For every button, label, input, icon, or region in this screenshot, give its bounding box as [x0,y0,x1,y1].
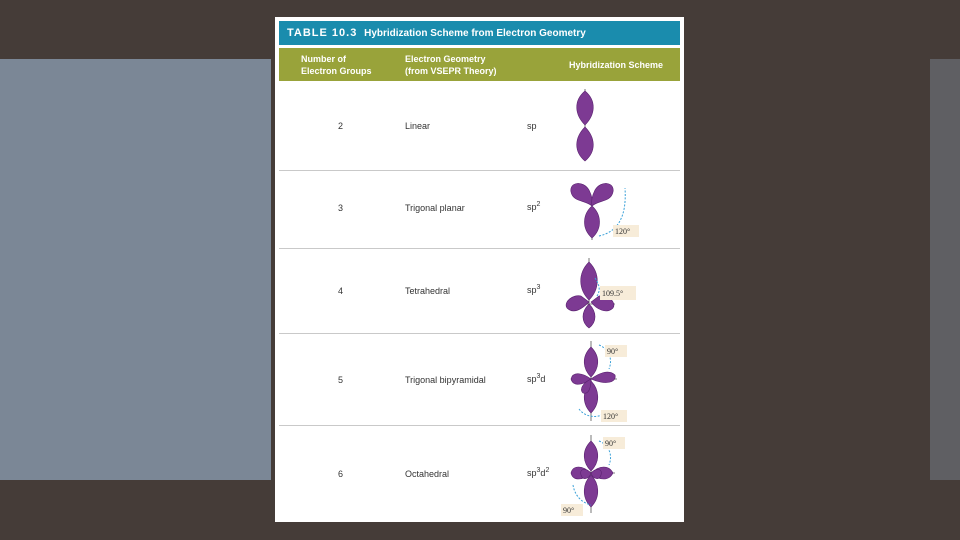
angle-label: 120° [603,412,619,421]
table-header [279,48,680,81]
geometry-cell: Trigonal bipyramidal [405,375,486,385]
hybridization-cell: $sp^3d$ [527,373,546,384]
hybridization-cell: $sp^3$ [527,284,541,295]
right-side-panel [930,59,960,480]
header-electron-geometry: Electron Geometry (from VSEPR Theory) [405,54,497,76]
angle-label: 90° [605,439,617,448]
orbital-lobe [577,91,594,125]
electron-groups-cell: 6 [338,469,344,479]
sp3d2-orbital-diagram [563,425,669,518]
orbital-lobe [584,441,598,471]
geometry-cell: Linear [405,121,431,131]
table-row [279,81,680,171]
orbital-lobe [577,127,594,161]
header-electron-groups: Number of Electron Groups [301,54,372,76]
sp3-orbital-diagram [569,248,669,333]
orbital-lobe [591,372,615,382]
angle-label: 90° [607,347,619,356]
orbital-lobe [592,183,614,206]
angle-label: 109.5° [602,289,624,298]
header-hybridization-scheme: Hybridization Scheme [569,60,664,70]
geometry-cell: Tetrahedral [405,286,451,296]
hybridization-cell: $sp^2$ [527,201,541,212]
orbital-lobe [584,347,598,377]
sp-orbital-diagram [569,81,649,170]
table-title: Hybridization Scheme from Electron Geometry [364,28,586,39]
orbital-lobe [584,475,598,507]
table-label: TABLE 10.3 [287,27,358,39]
hybridization-cell: sp [527,121,537,131]
sp3d-orbital-diagram [569,333,669,425]
orbital-lobe [584,206,599,238]
orbital-lobe [571,183,593,206]
table-document [275,17,684,522]
left-side-panel [0,59,271,480]
electron-groups-cell: 2 [338,121,344,131]
electron-groups-cell: 3 [338,203,344,213]
table-row [279,425,680,518]
geometry-cell: Octahedral [405,469,450,479]
angle-label: 120° [615,227,631,236]
table-row [279,170,680,249]
table-row [279,248,680,334]
geometry-cell: Trigonal planar [405,203,465,213]
table-row [279,333,680,426]
electron-groups-cell: 5 [338,375,344,385]
hybridization-cell: $sp^3d^2$ [527,467,550,478]
table-title-bar [279,21,680,45]
orbital-lobe [581,262,598,300]
orbital-lobe [583,304,595,328]
electron-groups-cell: 4 [338,286,344,296]
sp2-orbital-diagram [569,170,669,248]
angle-label: 90° [563,506,575,515]
